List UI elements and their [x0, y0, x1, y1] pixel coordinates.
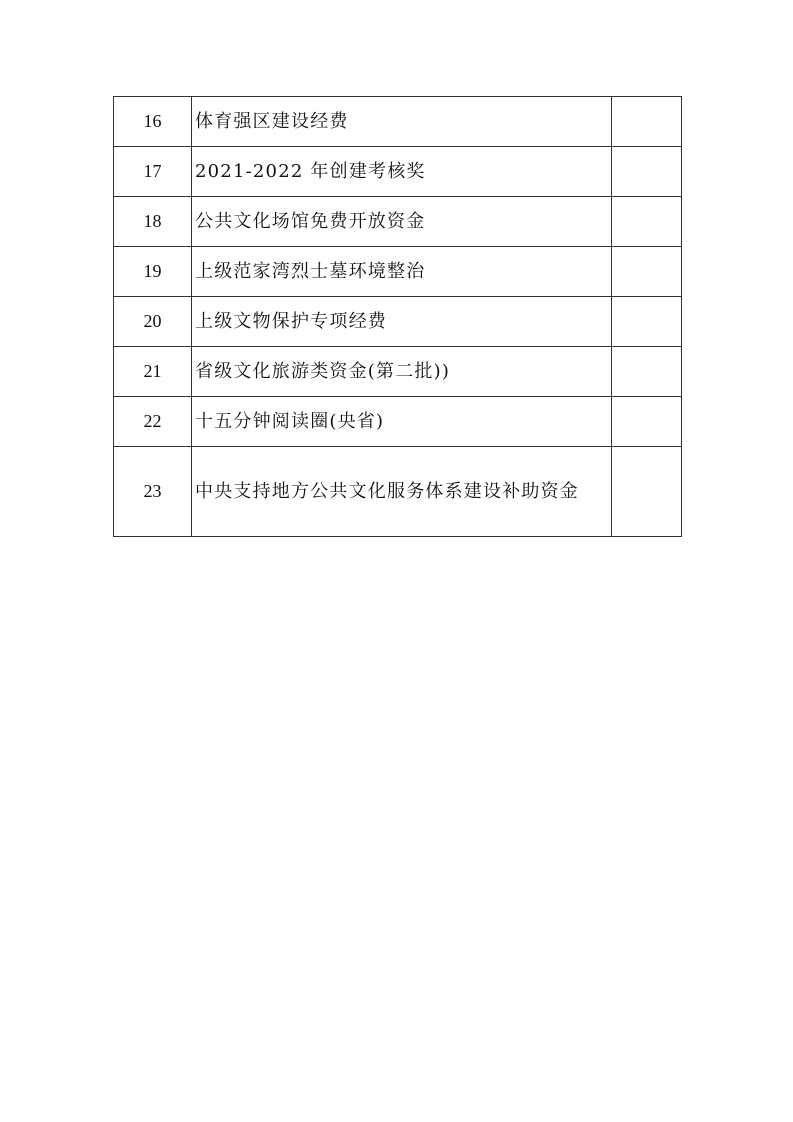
- row-item-name: 公共文化场馆免费开放资金: [192, 197, 612, 247]
- row-item-name: 上级范家湾烈士墓环境整治: [192, 247, 612, 297]
- row-item-name: 2021-2022 年创建考核奖: [192, 147, 612, 197]
- row-extra-cell: [612, 197, 682, 247]
- table-row: [114, 247, 682, 297]
- row-number: 16: [114, 97, 192, 147]
- row-item-name: 十五分钟阅读圈(央省): [192, 397, 612, 447]
- table-row: [114, 147, 682, 197]
- row-item-name: 省级文化旅游类资金(第二批)): [192, 347, 612, 397]
- table-row: [114, 297, 682, 347]
- row-extra-cell: [612, 97, 682, 147]
- row-number: 23: [114, 447, 192, 537]
- row-extra-cell: [612, 297, 682, 347]
- row-number: 22: [114, 397, 192, 447]
- row-extra-cell: [612, 447, 682, 537]
- table-row: [114, 447, 682, 537]
- row-number: 18: [114, 197, 192, 247]
- row-item-name: 体育强区建设经费: [192, 97, 612, 147]
- table-row: [114, 347, 682, 397]
- row-number: 20: [114, 297, 192, 347]
- row-extra-cell: [612, 147, 682, 197]
- table-row: [114, 97, 682, 147]
- table-row: [114, 197, 682, 247]
- row-number: 21: [114, 347, 192, 397]
- row-item-name: 中央支持地方公共文化服务体系建设补助资金: [192, 447, 612, 537]
- row-extra-cell: [612, 247, 682, 297]
- funding-items-table: [113, 96, 682, 537]
- row-extra-cell: [612, 347, 682, 397]
- row-number: 19: [114, 247, 192, 297]
- row-number: 17: [114, 147, 192, 197]
- row-extra-cell: [612, 397, 682, 447]
- table-row: [114, 397, 682, 447]
- row-item-name: 上级文物保护专项经费: [192, 297, 612, 347]
